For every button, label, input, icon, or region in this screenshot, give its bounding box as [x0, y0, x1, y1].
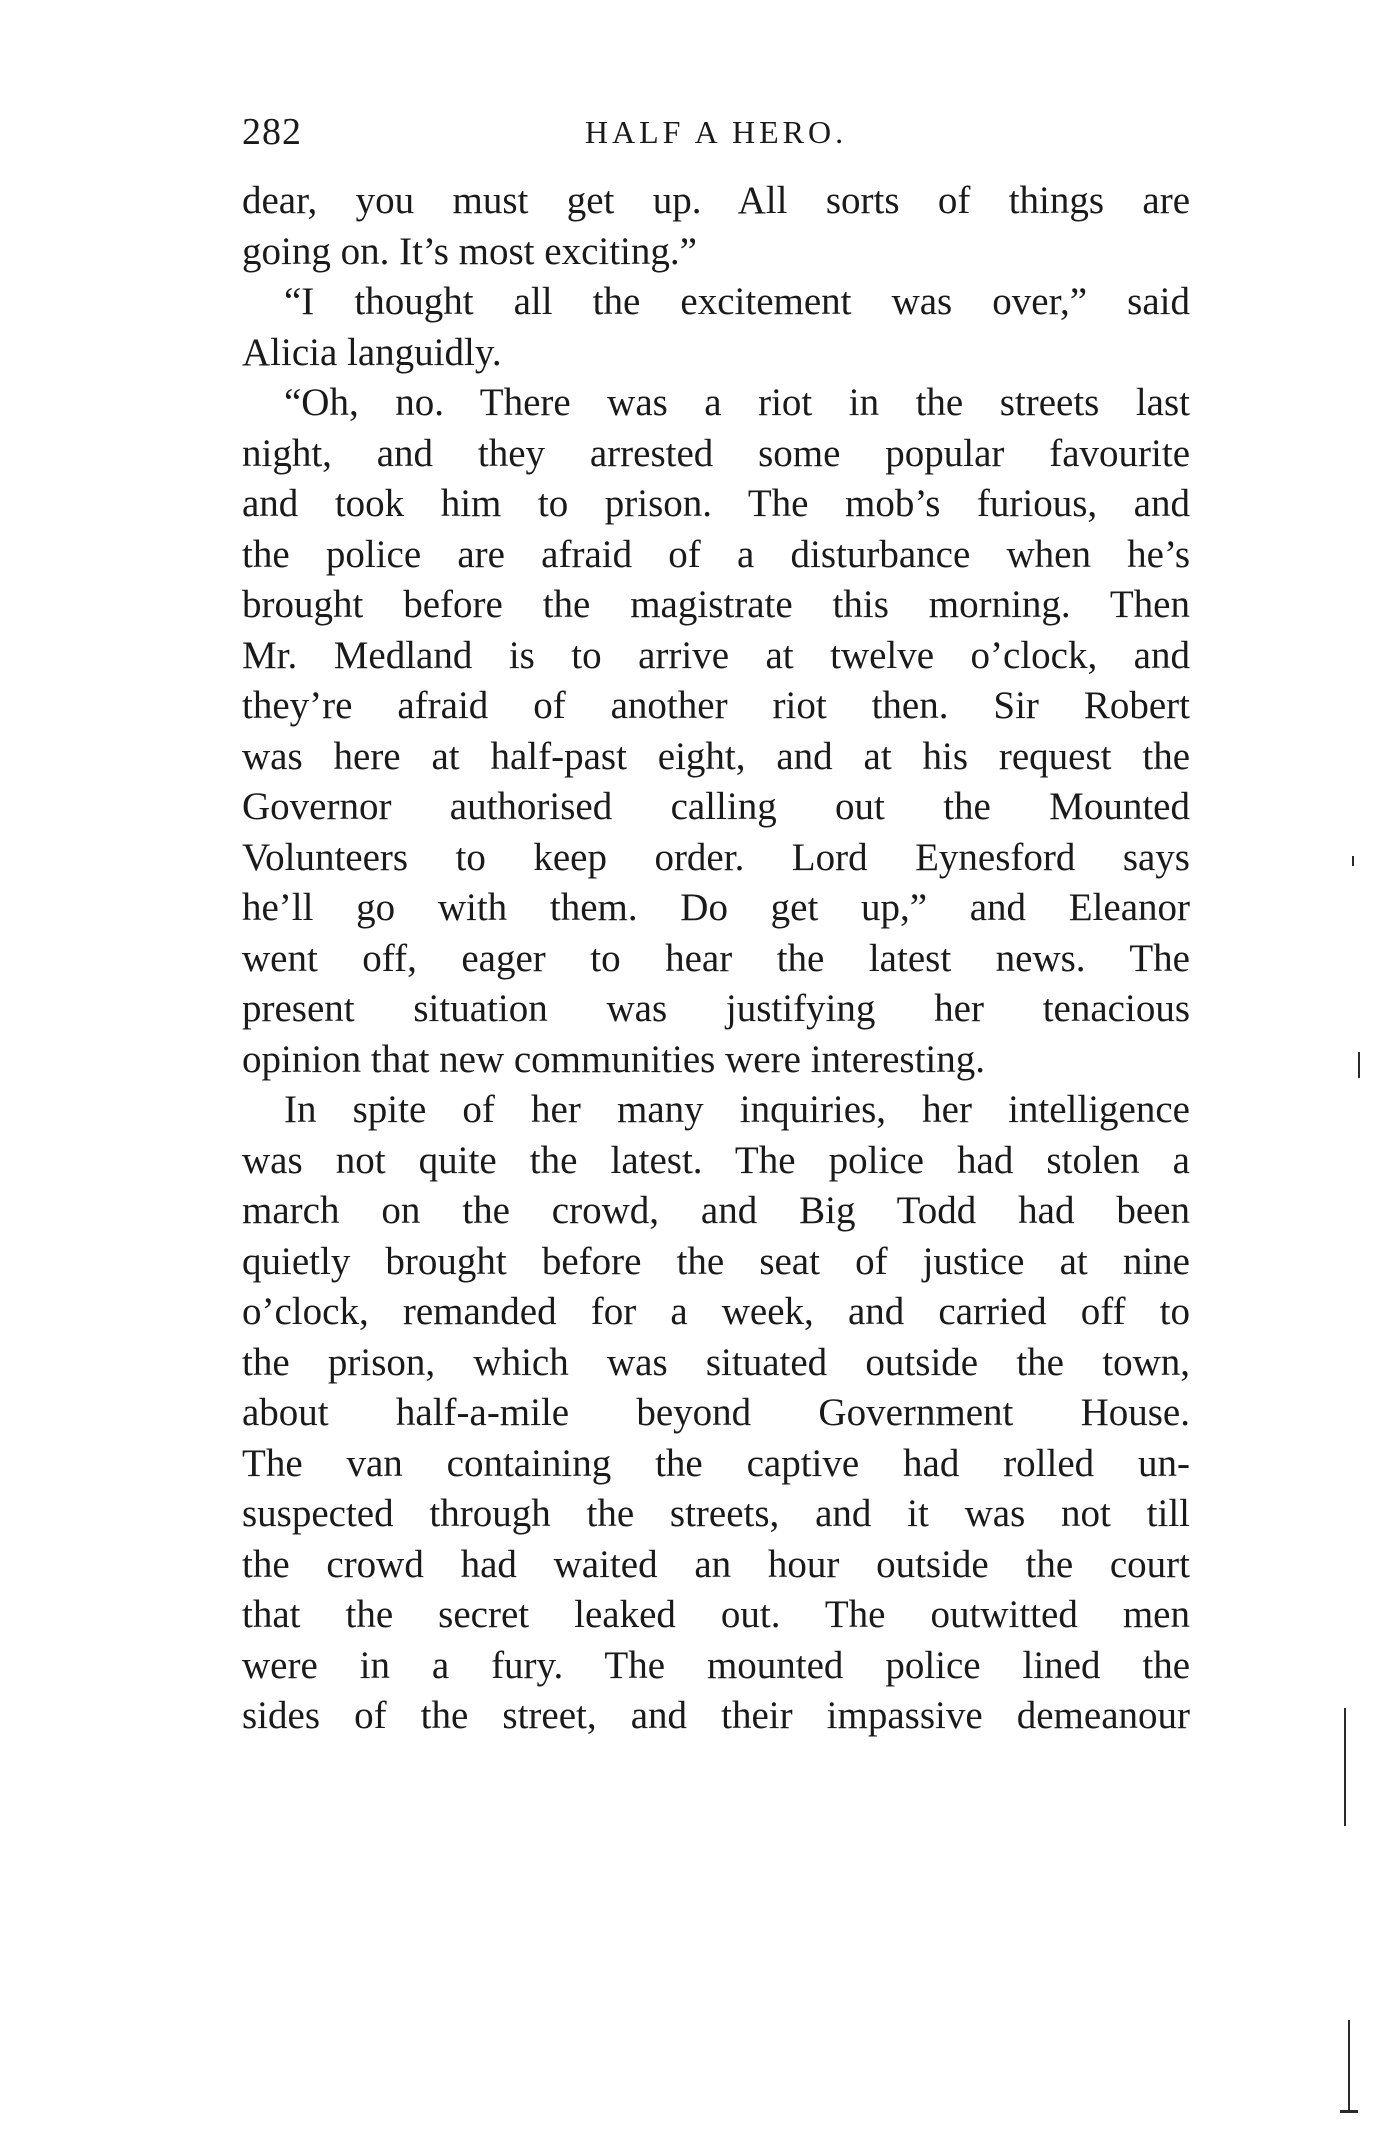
text-line: was here at half-past eight, and at his request the [242, 734, 1190, 778]
text-line: sides of the street, and their impassive demeanour [242, 1694, 1190, 1737]
text-line: Volunteers to keep order. Lord Eynesford says [242, 835, 1190, 879]
text-line: the police are afraid of a disturbance when he’s [242, 532, 1190, 576]
scan-mark [1340, 2110, 1358, 2113]
body-text [242, 176, 1190, 1742]
running-title: HALF A HERO. [584, 114, 848, 150]
scan-mark [1358, 1052, 1360, 1078]
text-line: o’clock, remanded for a week, and carried off to [242, 1290, 1190, 1333]
text-line: Governor authorised calling out the Mounted [242, 785, 1190, 828]
text-line: he’ll go with them. Do get up,” and Eleanor [242, 886, 1190, 929]
text-line: went off, eager to hear the latest news. The [242, 936, 1190, 980]
text-line: about half-a-mile beyond Government House. [242, 1391, 1190, 1434]
text-line: dear, you must get up. All sorts of things are [242, 179, 1190, 222]
text-line: Mr. Medland is to arrive at twelve o’clock, and [242, 633, 1190, 677]
text-line: they’re afraid of another riot then. Sir Robert [242, 684, 1190, 727]
text-line: brought before the magistrate this morning. Then [242, 583, 1190, 626]
text-line: “I thought all the excitement was over,” said [284, 280, 1190, 323]
text-line: that the secret leaked out. The outwitted men [242, 1593, 1190, 1636]
text-line: quietly brought before the seat of justice at nine [242, 1239, 1190, 1283]
scan-mark [1352, 856, 1354, 866]
text-line: night, and they arrested some popular favourite [242, 431, 1190, 475]
text-line: In spite of her many inquiries, her intelligence [284, 1088, 1190, 1131]
text-line: opinion that new communities were interesting. [242, 1037, 985, 1081]
text-line: was not quite the latest. The police had stolen a [242, 1138, 1190, 1182]
text-line: “Oh, no. There was a riot in the streets last [284, 381, 1190, 424]
text-line: were in a fury. The mounted police lined the [242, 1643, 1190, 1687]
text-line: march on the crowd, and Big Todd had been [242, 1189, 1190, 1232]
page-number: 282 [242, 111, 302, 153]
text-line: the prison, which was situated outside the town, [242, 1340, 1190, 1384]
text-line: the crowd had waited an hour outside the court [242, 1542, 1190, 1586]
scan-mark [1344, 1708, 1346, 1826]
text-line: suspected through the streets, and it was not till [242, 1492, 1190, 1535]
text-line: The van containing the captive had rolled un- [242, 1441, 1190, 1485]
text-line: going on. It’s most exciting.” [242, 229, 697, 273]
text-line: and took him to prison. The mob’s furious, and [242, 482, 1190, 525]
text-line: present situation was justifying her tenacious [242, 987, 1190, 1030]
scan-mark [1348, 2020, 1350, 2110]
page-header [242, 110, 1190, 153]
text-line: Alicia languidly. [242, 330, 502, 374]
